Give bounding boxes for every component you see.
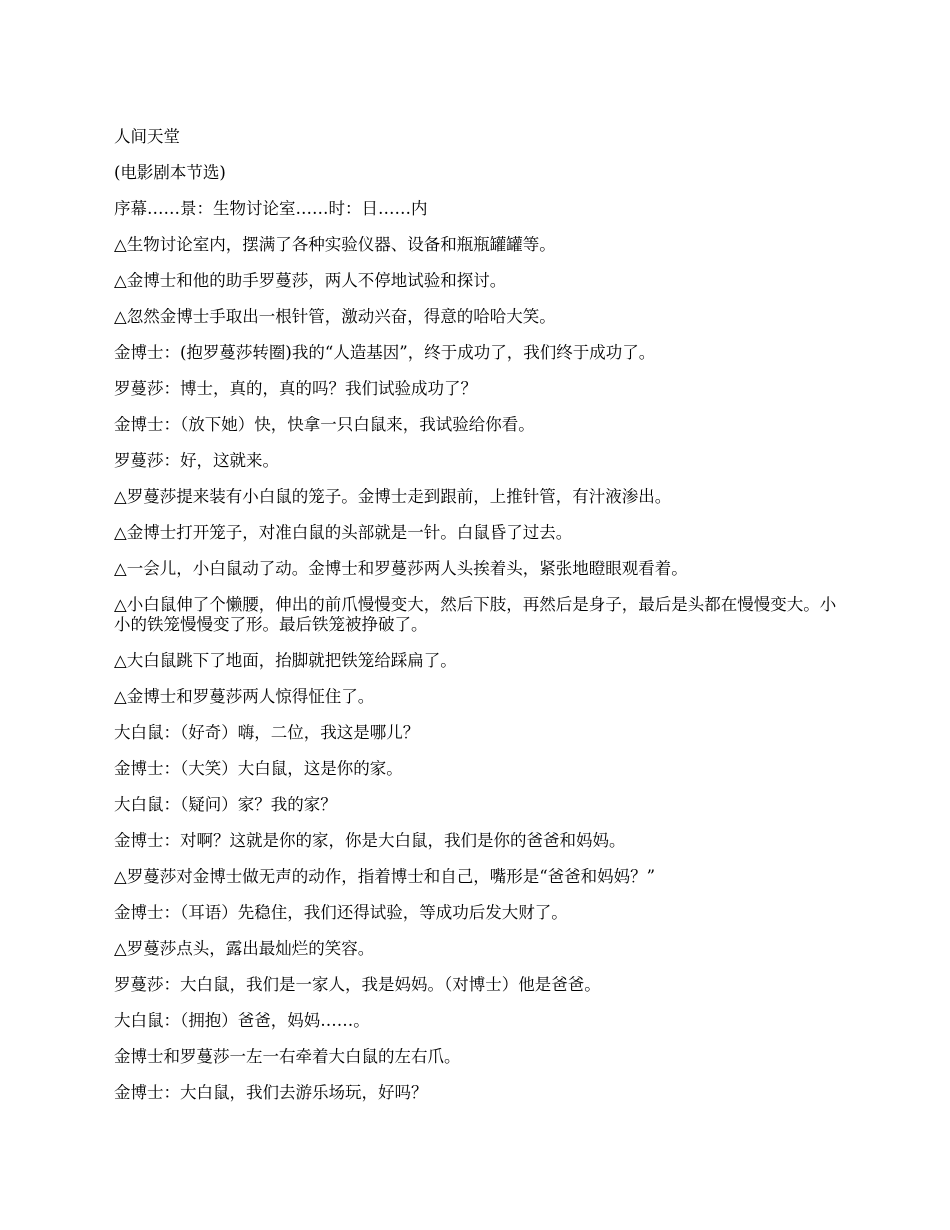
dialogue-line: 金博士：大白鼠，我们去游乐场玩，好吗？: [114, 1083, 428, 1102]
dialogue-line: 大白鼠：（好奇）嗨，二位，我这是哪儿？: [114, 723, 420, 742]
dialogue-line: 大白鼠：（疑问）家？我的家？: [114, 795, 337, 814]
dialogue-line: 罗蔓莎：博士，真的，真的吗？我们试验成功了？: [114, 379, 477, 398]
dialogue-line: 金博士：(抱罗蔓莎转圈)我的“人造基因”，终于成功了，我们终于成功了。: [114, 343, 656, 362]
dialogue-line: 金博士：对啊？这就是你的家，你是大白鼠，我们是你的爸爸和妈妈。: [114, 831, 626, 850]
stage-direction: △罗蔓莎提来装有小白鼠的笼子。金博士走到跟前，上推针管，有汁液渗出。: [114, 487, 672, 506]
stage-direction: △罗蔓莎对金博士做无声的动作，指着博士和自己，嘴形是“爸爸和妈妈？”: [114, 867, 656, 886]
stage-direction: △大白鼠跳下了地面，抬脚就把铁笼给踩扁了。: [114, 651, 457, 670]
dialogue-line: 金博士：（大笑）大白鼠，这是你的家。: [114, 759, 403, 778]
stage-direction: △小白鼠伸了个懒腰，伸出的前爪慢慢变大，然后下肢，再然后是身子，最后是头都在慢慢变大。小小的铁笼慢慢变了形。最后铁笼被挣破了。: [114, 595, 837, 634]
stage-direction: 金博士和罗蔓莎一左一右牵着大白鼠的左右爪。: [114, 1047, 461, 1066]
dialogue-line: 金博士：（耳语）先稳住，我们还得试验，等成功后发大财了。: [114, 903, 568, 922]
dialogue-line: 罗蔓莎：大白鼠，我们是一家人，我是妈妈。（对博士）他是爸爸。: [114, 975, 601, 994]
document-subtitle: (电影剧本节选): [114, 163, 226, 182]
stage-direction: △金博士和他的助手罗蔓莎，两人不停地试验和探讨。: [114, 271, 507, 290]
document-title: 人间天堂: [114, 127, 180, 146]
dialogue-line: 金博士：（放下她）快，快拿一只白鼠来，我试验给你看。: [114, 415, 535, 434]
stage-direction: △金博士打开笼子，对准白鼠的头部就是一针。白鼠昏了过去。: [114, 523, 573, 542]
dialogue-line: 大白鼠：（拥抱）爸爸，妈妈……。: [114, 1011, 370, 1030]
stage-direction: △生物讨论室内，摆满了各种实验仪器、设备和瓶瓶罐罐等。: [114, 235, 556, 254]
dialogue-line: 罗蔓莎：好，这就来。: [114, 451, 279, 470]
stage-direction: △一会儿，小白鼠动了动。金博士和罗蔓莎两人头挨着头，紧张地瞪眼观看着。: [114, 559, 688, 578]
stage-direction: △金博士和罗蔓莎两人惊得怔住了。: [114, 687, 375, 706]
stage-direction: △忽然金博士手取出一根针管，激动兴奋，得意的哈哈大笑。: [114, 307, 556, 326]
scene-heading: 序幕……景：生物讨论室……时：日……内: [114, 199, 428, 218]
script-body: [114, 127, 844, 1119]
stage-direction: △罗蔓莎点头，露出最灿烂的笑容。: [114, 939, 375, 958]
